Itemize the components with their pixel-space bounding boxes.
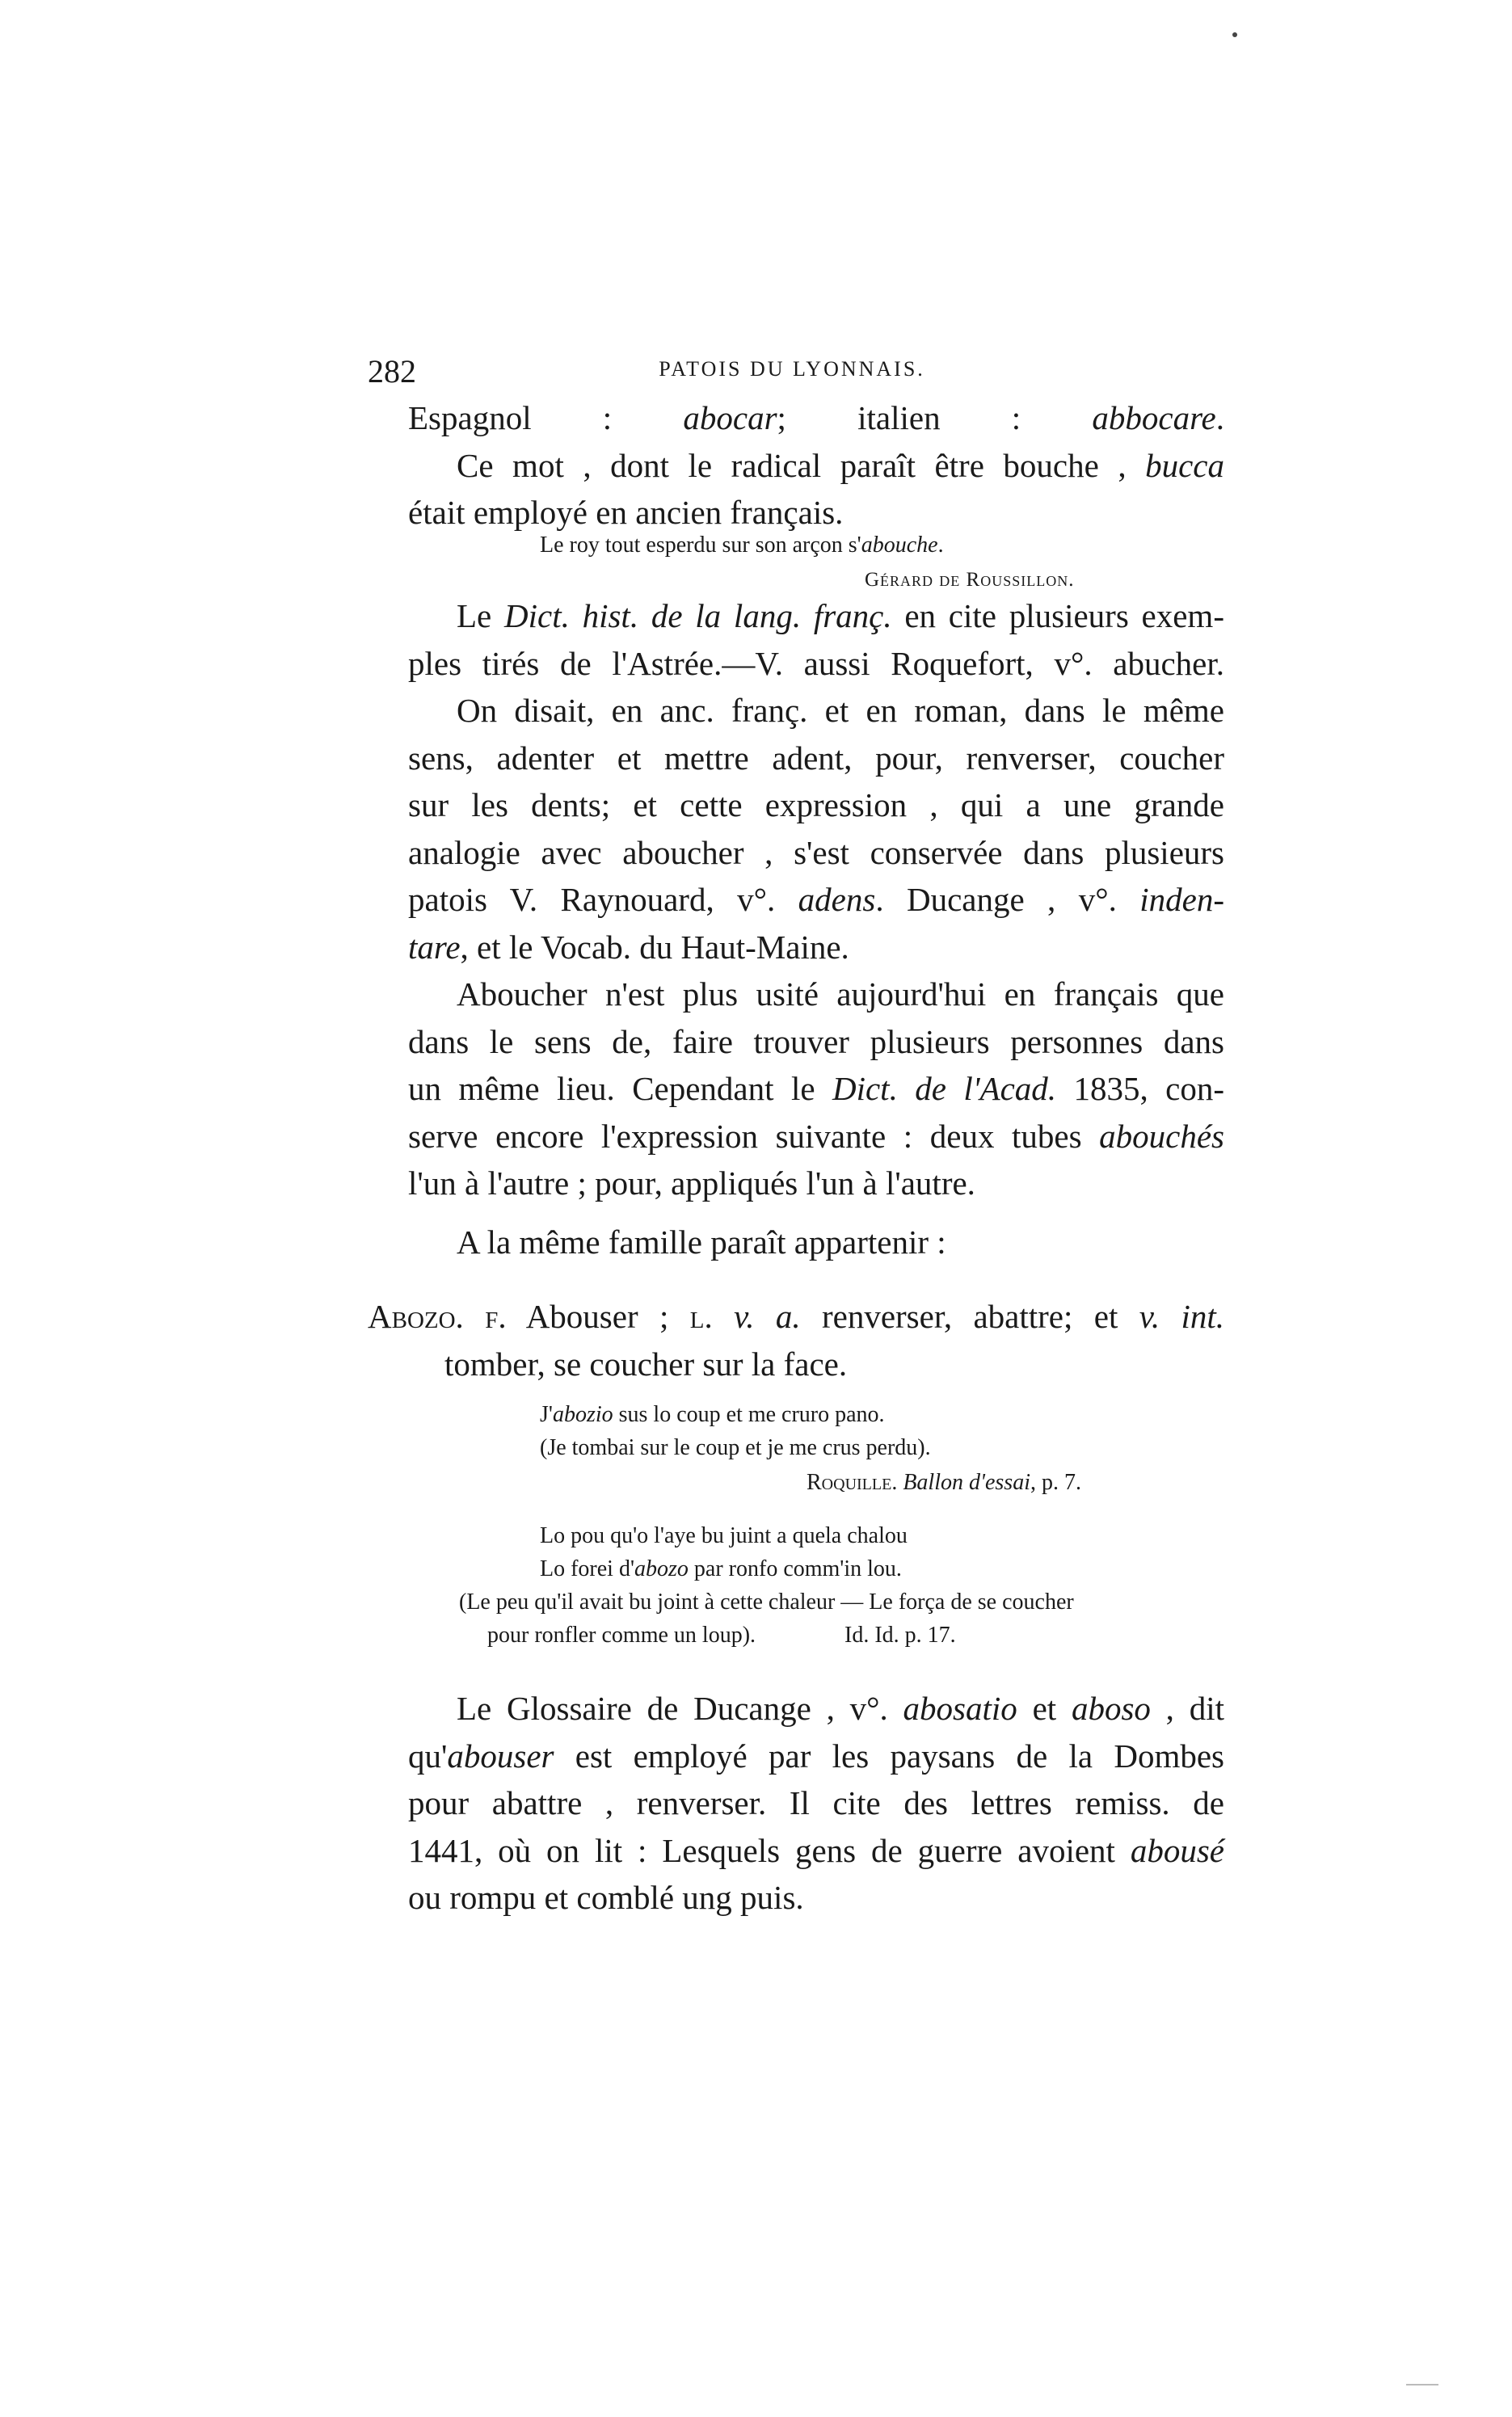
text-line: l'un à l'autre ; pour, appliqués l'un à l'autre. [408,1164,975,1202]
text-block-3 [408,1685,1224,1922]
page-header [368,352,1216,393]
page-number: 282 [368,353,416,389]
text-line: ou rompu et comblé ung puis. [408,1879,804,1916]
verse-quote-3: Lo pou qu'o l'aye bu juint a quela chalou Lo forei d'abozo par ronfo comm'in lou. [540,1523,908,1581]
running-head: PATOIS DU LYONNAIS. [659,357,925,381]
text-line: 1441, où on lit : Lesquels gens de guerre avoient abousé [408,1831,1224,1869]
entry-line: tomber, se coucher sur la face. [444,1345,848,1383]
text-line: pour abattre , renverser. Il cite des lettres remiss. de [408,1784,1224,1821]
verse-translation-3: (Le peu qu'il avait bu joint à cette chaleur — Le força de se coucher pour ronfler comme un loup). Id. Id. p. 17. [459,1590,1074,1648]
text-line: dans le sens de, faire trouver plusieurs personnes dans [408,1022,1224,1060]
text-line: un même lieu. Cependant le Dict. de l'Acad. 1835, con- [408,1070,1224,1107]
text-line: ples tirés de l'Astrée.—V. aussi Roquefort, v°. abucher. [408,644,1224,682]
text-line: sens, adenter et mettre adent, pour, renverser, coucher [408,739,1224,777]
text-line: On disait, en anc. franç. et en roman, dans le même [457,692,1224,729]
text-line: Le Dict. hist. de la lang. franç. en cite plusieurs exem- [457,597,1224,634]
text-line: A la même famille paraît appartenir : [457,1223,946,1261]
text-line: analogie avec aboucher , s'est conservée dans plusieurs [408,833,1224,871]
text-line: qu'abouser est employé par les paysans de la Dombes [408,1737,1224,1775]
headword: Abozo. [368,1298,464,1335]
scan-mark [1406,2384,1438,2385]
text-line: était employé en ancien français. [408,494,844,531]
text-line: tare, et le Vocab. du Haut-Maine. [408,928,849,966]
text-block-2 [408,592,1224,1265]
text-line: sur les dents; et cette expression , qui a une grande [408,786,1224,823]
ink-speck [1232,32,1237,37]
text-line: Ce mot , dont le radical paraît être bouche , bucca [457,446,1224,484]
text-line: serve encore l'expression suivante : deux tubes abouchés [408,1117,1224,1155]
text-line: Espagnol : abocar; italien : abbocare. [408,399,1224,436]
entry-line: Abozo. f. Abouser ; l. v. a. renverser, abattre; et v. int. [368,1298,1225,1335]
dictionary-entry-abozo [368,1293,1224,1387]
verse-quote-2: J'abozio sus lo coup et me cruro pano. (Je tombai sur le coup et je me crus perdu). [540,1402,931,1460]
text-line: patois V. Raynouard, v°. adens. Ducange , v°. inden- [408,881,1224,918]
text-block-1 [408,394,1224,537]
quote-source-1: Gérard de Roussillon. [865,569,1075,591]
text-line: Aboucher n'est plus usité aujourd'hui en français que [457,975,1224,1013]
text-line: Le Glossaire de Ducange , v°. abosatio et aboso , dit [457,1690,1224,1727]
quote-source-2: Roquille. Ballon d'essai, p. 7. [807,1470,1081,1495]
verse-quote-1: Le roy tout esperdu sur son arçon s'abouche. [540,533,944,558]
